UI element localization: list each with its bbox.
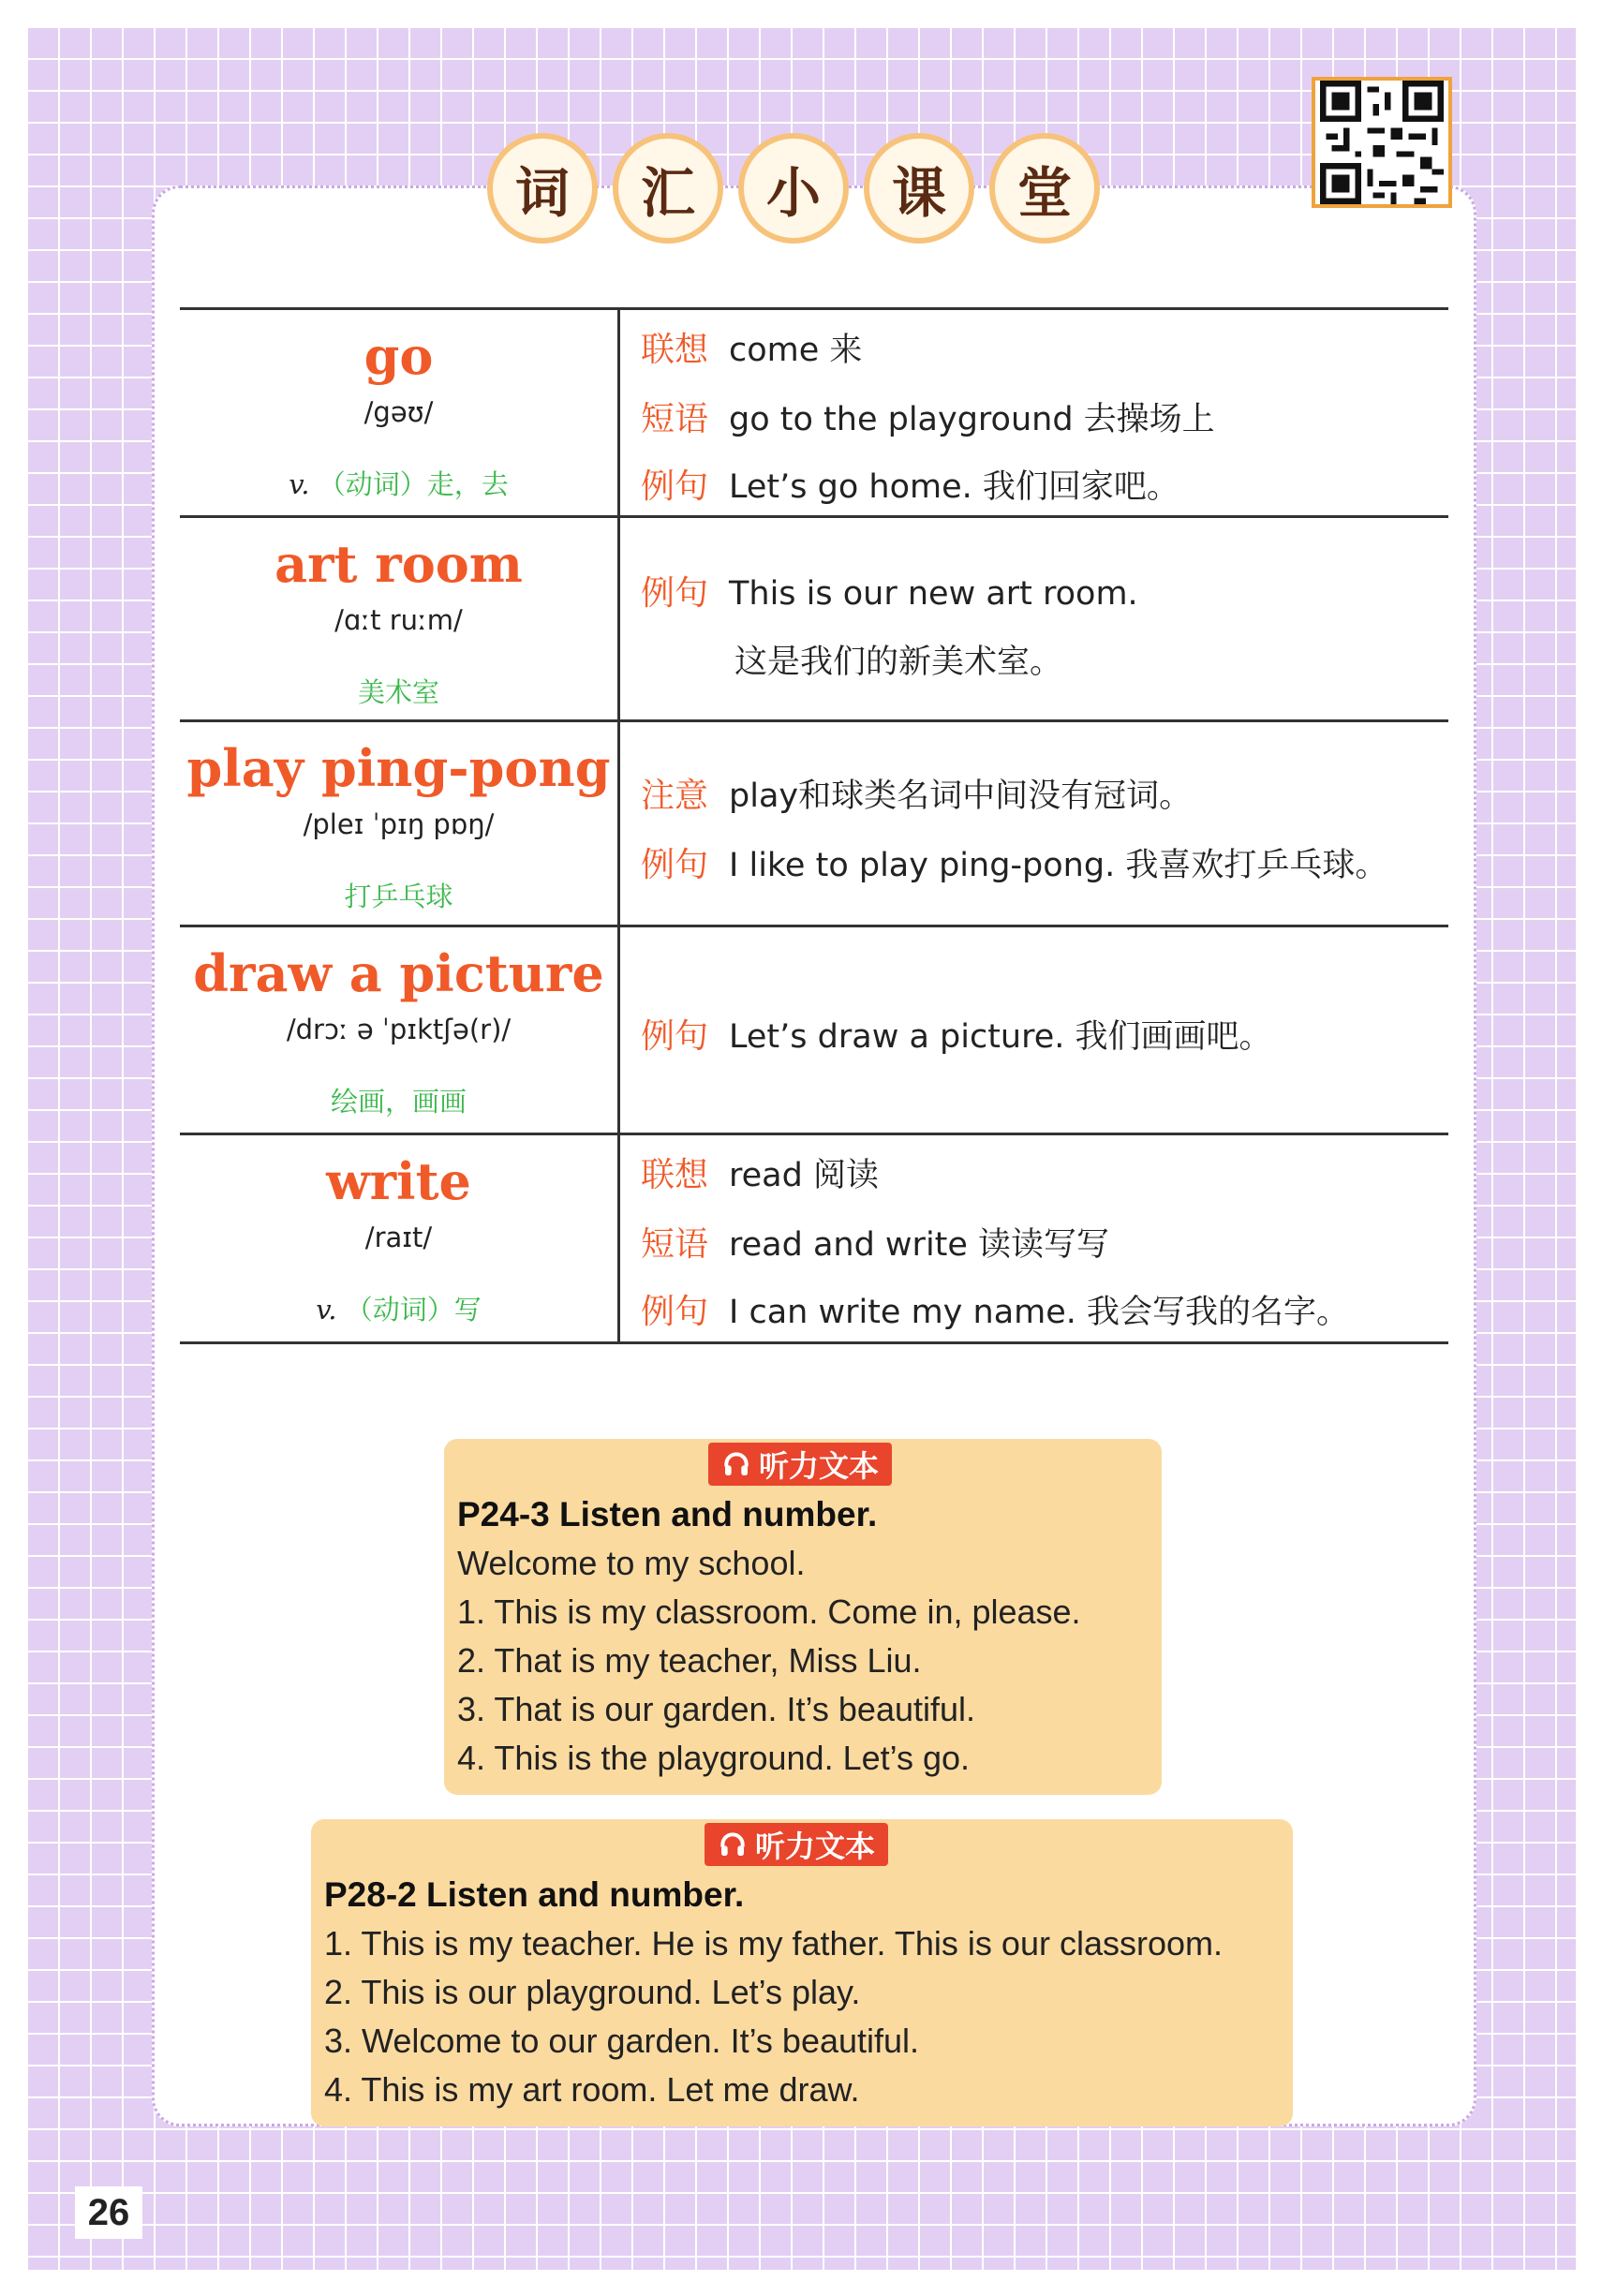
listening-text-box: [444, 1439, 1162, 1795]
listening-badge: [708, 1443, 892, 1486]
vocab-meaning: 美术室: [357, 676, 439, 708]
vocab-row-play-ping-pong: [180, 719, 1448, 925]
detail-line: [641, 1218, 1109, 1266]
detail-text: Let’s go home. 我们回家吧。: [729, 468, 1179, 506]
vocab-word: art room: [274, 534, 523, 594]
vocab-detail-cell: [620, 1135, 1448, 1341]
vocab-meaning: 绘画，画画: [330, 1086, 467, 1118]
section-title: [487, 133, 1100, 251]
transcript-line: Welcome to my school.: [457, 1544, 806, 1582]
detail-line: [641, 393, 1215, 440]
detail-text: come 来: [729, 332, 863, 369]
detail-tag: 短语: [641, 400, 709, 438]
detail-tag: 联想: [641, 331, 709, 369]
transcript-line: 3. Welcome to our garden. It’s beautiful.: [324, 2022, 920, 2060]
badge-label: 听力文本: [755, 1829, 876, 1864]
vocab-row-write: [180, 1133, 1448, 1344]
vocab-word: draw a picture: [193, 943, 604, 1003]
part-of-speech: v.: [289, 468, 310, 500]
vocab-word-cell: [180, 518, 620, 719]
vocab-phonetic: /drɔː ə ˈpɪktʃə(r)/: [286, 1014, 512, 1045]
part-of-speech: v.: [316, 1294, 337, 1326]
vocab-detail-cell: [620, 722, 1448, 925]
vocab-row-go: [180, 307, 1448, 515]
transcript-line: 1. This is my teacher. He is my father. This is our classroom.: [324, 1924, 1223, 1963]
detail-text: I can write my name. 我会写我的名字。: [729, 1294, 1350, 1331]
title-char: 小: [738, 133, 849, 244]
detail-tag: 联想: [641, 1156, 709, 1194]
badge-label: 听力文本: [759, 1448, 880, 1484]
detail-text: Let’s draw a picture. 我们画画吧。: [729, 1018, 1272, 1056]
detail-line: [641, 567, 1138, 615]
vocab-word-cell: [180, 310, 620, 515]
transcript-line: 1. This is my classroom. Come in, please.: [457, 1592, 1081, 1631]
vocab-detail-cell: [620, 310, 1448, 515]
vocab-detail-cell: [620, 927, 1448, 1133]
title-char: 课: [864, 133, 974, 244]
page-number: 26: [75, 2186, 142, 2239]
vocab-word-cell: [180, 927, 620, 1133]
vocab-meaning: （动词）走，去: [318, 468, 509, 500]
vocab-row-art-room: [180, 515, 1448, 719]
qr-code-icon[interactable]: [1312, 77, 1452, 208]
detail-tag: 例句: [641, 1017, 709, 1056]
vocab-phonetic: /gəʊ/: [363, 396, 434, 428]
exercise-title: P28-2 Listen and number.: [324, 1875, 745, 1914]
headphone-icon: [721, 1449, 751, 1479]
vocab-detail-cell: [620, 518, 1448, 719]
vocab-meaning: （动词）写: [345, 1294, 482, 1326]
exercise-title: P24-3 Listen and number.: [457, 1495, 878, 1533]
detail-line: [641, 323, 862, 371]
listening-badge: [705, 1823, 888, 1866]
title-char: 堂: [989, 133, 1100, 244]
detail-text: play和球类名词中间没有冠词。: [729, 778, 1193, 815]
detail-tag: 例句: [641, 467, 709, 506]
detail-line: [641, 460, 1179, 508]
vocab-word: play ping-pong: [186, 738, 611, 798]
vocab-meaning-line: [180, 1289, 617, 1327]
title-char: 汇: [613, 133, 723, 244]
vocab-word: go: [363, 326, 434, 386]
vocab-row-draw-a-picture: [180, 925, 1448, 1133]
detail-tag: 例句: [641, 846, 709, 884]
vocab-word-cell: [180, 1135, 620, 1341]
detail-text: I like to play ping-pong. 我喜欢打乒乓球。: [729, 847, 1388, 884]
vocab-meaning: 打乒乓球: [344, 881, 453, 912]
transcript-line: 2. That is my teacher, Miss Liu.: [457, 1641, 922, 1680]
detail-tag: 例句: [641, 1293, 709, 1331]
transcript-line: 4. This is the playground. Let’s go.: [457, 1739, 971, 1777]
detail-line: [641, 1010, 1272, 1058]
vocab-phonetic: /raɪt/: [364, 1222, 433, 1253]
transcript-line: 2. This is our playground. Let’s play.: [324, 1973, 861, 2011]
detail-text: read 阅读: [729, 1157, 879, 1194]
vocab-word-cell: [180, 722, 620, 925]
detail-text: go to the playground 去操场上: [729, 401, 1215, 438]
vocab-meaning-line: [180, 464, 617, 502]
detail-line: [641, 1148, 879, 1196]
detail-line: [641, 1285, 1349, 1333]
title-char: 词: [487, 133, 598, 244]
vocab-word: write: [326, 1151, 471, 1211]
detail-tag: 注意: [641, 777, 709, 815]
listening-text-box: [311, 1819, 1293, 2126]
detail-text: read and write 读读写写: [729, 1226, 1110, 1264]
detail-tag: 例句: [641, 574, 709, 613]
vocab-phonetic: /pleɪ ˈpɪŋ pɒŋ/: [303, 808, 495, 840]
detail-translation: 这是我们的新美术室。: [734, 644, 1063, 681]
vocabulary-table: [180, 307, 1448, 1344]
detail-tag: 短语: [641, 1225, 709, 1264]
detail-text: This is our new art room.: [729, 575, 1138, 613]
transcript-line: 4. This is my art room. Let me draw.: [324, 2070, 860, 2109]
transcript-line: 3. That is our garden. It’s beautiful.: [457, 1690, 976, 1728]
detail-line: [641, 769, 1192, 817]
detail-line: [641, 838, 1387, 886]
vocab-phonetic: /ɑːt ruːm/: [334, 604, 463, 636]
headphone-icon: [718, 1829, 748, 1859]
